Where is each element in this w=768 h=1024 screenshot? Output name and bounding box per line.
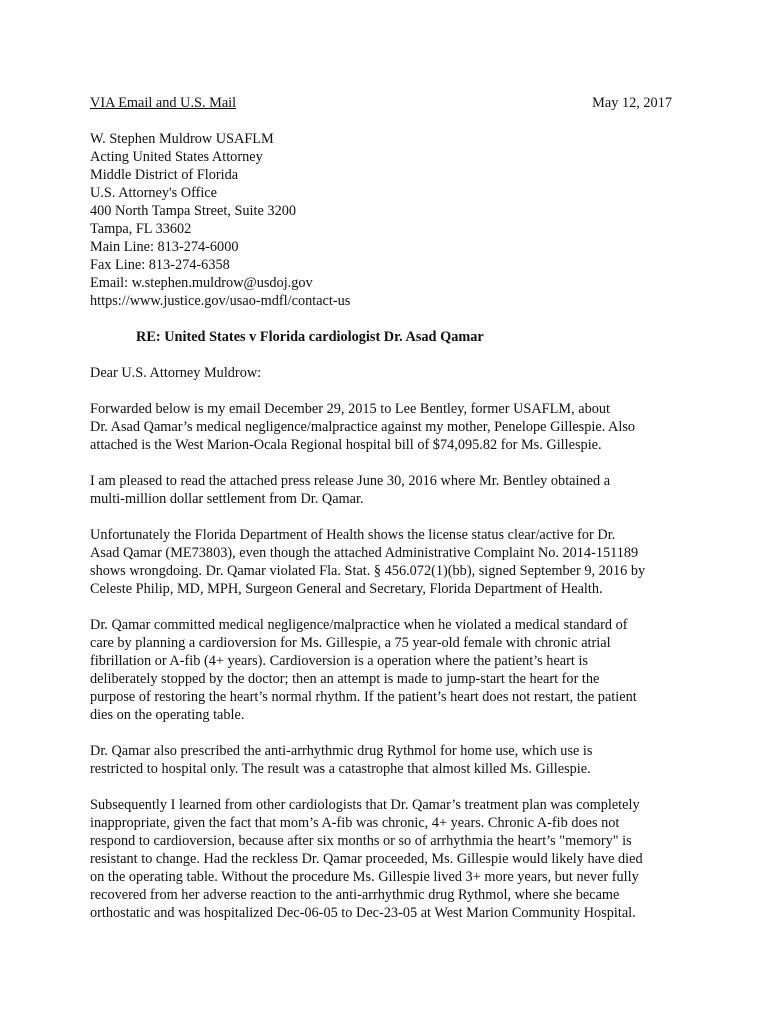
- recipient-title: Acting United States Attorney: [90, 149, 263, 165]
- text-line: Dr. Asad Qamar’s medical negligence/malpractice against my mother, Penelope Gillespie. Also: [90, 419, 636, 435]
- text-line: I am pleased to read the attached press release June 30, 2016 where Mr. Bentley obtained a: [90, 473, 611, 489]
- paragraph-press-release: [90, 472, 680, 508]
- text-line: shows wrongdoing. Dr. Qamar violated Fla. Stat. § 456.072(1)(bb), signed September 9, 2016 by: [90, 563, 646, 579]
- paragraph-cardioversion: [90, 616, 680, 724]
- text-line: orthostatic and was hospitalized Dec-06-05 to Dec-23-05 at West Marion Community Hospital.: [90, 905, 636, 921]
- text-line: multi-million dollar settlement from Dr. Qamar.: [90, 491, 364, 507]
- text-line: fibrillation or A-fib (4+ years). Cardioversion is a operation where the patient’s heart is: [90, 653, 588, 669]
- paragraph-rythmol: [90, 742, 680, 778]
- recipient-fax: Fax Line: 813-274-6358: [90, 257, 230, 273]
- recipient-district: Middle District of Florida: [90, 167, 239, 183]
- paragraph-forwarded-email: [90, 400, 680, 454]
- text-line: purpose of restoring the heart’s normal rhythm. If the patient’s heart does not restart, the patient: [90, 689, 637, 705]
- text-line: Asad Qamar (ME73803), even though the attached Administrative Complaint No. 2014-151189: [90, 545, 639, 561]
- recipient-website: https://www.justice.gov/usao-mdfl/contact-us: [90, 293, 351, 309]
- text-line: dies on the operating table.: [90, 707, 245, 723]
- recipient-phone: Main Line: 813-274-6000: [90, 239, 239, 255]
- text-line: restricted to hospital only. The result was a catastrophe that almost killed Ms. Gillespie.: [90, 761, 591, 777]
- text-line: attached is the West Marion-Ocala Regional hospital bill of $74,095.82 for Ms. Gillespie.: [90, 437, 602, 453]
- text-line: on the operating table. Without the procedure Ms. Gillespie lived 3+ more years, but never fully: [90, 869, 639, 885]
- letter-date: May 12, 2017: [592, 95, 672, 111]
- text-line: Unfortunately the Florida Department of Health shows the license status clear/active for Dr.: [90, 527, 616, 543]
- subject-line: RE: United States v Florida cardiologist Dr. Asad Qamar: [136, 329, 484, 345]
- recipient-office: U.S. Attorney's Office: [90, 185, 217, 201]
- recipient-address: [90, 130, 680, 310]
- text-line: care by planning a cardioversion for Ms. Gillespie, a 75 year-old female with chronic atrial: [90, 635, 611, 651]
- paragraph-treatment-plan: [90, 796, 680, 922]
- salutation: Dear U.S. Attorney Muldrow:: [90, 365, 262, 381]
- text-line: Dr. Qamar also prescribed the anti-arrhythmic drug Rythmol for home use, which use is: [90, 743, 593, 759]
- text-line: Subsequently I learned from other cardiologists that Dr. Qamar’s treatment plan was completely: [90, 797, 640, 813]
- recipient-city: Tampa, FL 33602: [90, 221, 192, 237]
- letter-page: [90, 94, 680, 922]
- recipient-email: Email: w.stephen.muldrow@usdoj.gov: [90, 275, 313, 291]
- paragraph-license-status: [90, 526, 680, 598]
- recipient-street: 400 North Tampa Street, Suite 3200: [90, 203, 297, 219]
- delivery-method: VIA Email and U.S. Mail: [90, 95, 237, 111]
- letter-header: [90, 94, 672, 112]
- text-line: deliberately stopped by the doctor; then an attempt is made to jump-start the heart for the: [90, 671, 600, 687]
- text-line: inappropriate, given the fact that mom’s A-fib was chronic, 4+ years. Chronic A-fib does not: [90, 815, 620, 831]
- text-line: Dr. Qamar committed medical negligence/malpractice when he violated a medical standard of: [90, 617, 628, 633]
- text-line: recovered from her adverse reaction to the anti-arrhythmic drug Rythmol, where she became: [90, 887, 620, 903]
- text-line: Forwarded below is my email December 29, 2015 to Lee Bentley, former USAFLM, about: [90, 401, 610, 417]
- text-line: Celeste Philip, MD, MPH, Surgeon General and Secretary, Florida Department of Health.: [90, 581, 603, 597]
- text-line: respond to cardioversion, because after six months or so of arrhythmia the heart’s "memory" is: [90, 833, 632, 849]
- text-line: resistant to change. Had the reckless Dr. Qamar proceeded, Ms. Gillespie would likely have died: [90, 851, 643, 867]
- recipient-name: W. Stephen Muldrow USAFLM: [90, 131, 274, 147]
